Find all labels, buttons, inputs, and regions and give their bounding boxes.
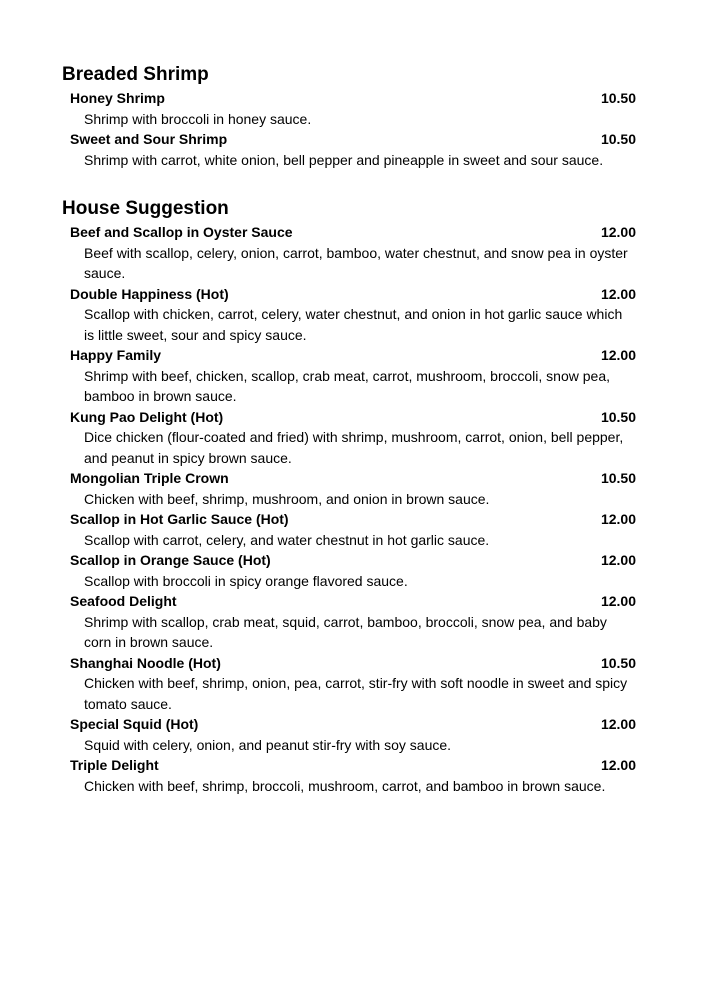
item-description: Shrimp with broccoli in honey sauce. <box>84 110 312 127</box>
item-description: Shrimp with scallop, crab meat, squid, carrot, bamboo, broccoli, snow pea, and baby corn in brown sauce. <box>84 613 607 650</box>
menu-item <box>62 468 636 509</box>
menu-item <box>62 591 636 653</box>
item-price: 12.00 <box>600 552 636 568</box>
menu-item <box>62 345 636 407</box>
item-description: Shrimp with beef, chicken, scallop, crab meat, carrot, mushroom, broccoli, snow pea, bamboo in brown sauce. <box>84 367 610 404</box>
item-price: 12.00 <box>600 224 636 240</box>
menu-item <box>62 755 636 796</box>
item-price: 10.50 <box>600 470 636 486</box>
menu-item <box>62 88 636 129</box>
menu-item <box>62 550 636 591</box>
menu-item <box>62 714 636 755</box>
item-price: 12.00 <box>600 716 636 732</box>
menu-item <box>62 284 636 346</box>
item-name: Triple Delight <box>70 757 159 773</box>
item-name: Honey Shrimp <box>70 90 165 106</box>
item-name: Scallop in Hot Garlic Sauce (Hot) <box>70 511 289 527</box>
item-name: Special Squid (Hot) <box>70 716 199 732</box>
item-name: Kung Pao Delight (Hot) <box>70 408 224 425</box>
item-price: 12.00 <box>600 593 636 609</box>
section-title: Breaded Shrimp <box>62 64 209 85</box>
item-name: Beef and Scallop in Oyster Sauce <box>70 224 293 240</box>
menu-item <box>62 653 636 715</box>
item-price: 12.00 <box>600 285 636 302</box>
item-name: Sweet and Sour Shrimp <box>70 131 228 147</box>
item-price: 12.00 <box>600 511 636 527</box>
menu-item <box>62 222 636 284</box>
item-description: Chicken with beef, shrimp, onion, pea, carrot, stir-fry with soft noodle in sweet and spicy tomato sauce. <box>84 675 628 712</box>
item-name: Seafood Delight <box>70 593 177 609</box>
item-name: Happy Family <box>70 347 162 363</box>
section-title: House Suggestion <box>62 198 229 219</box>
item-price: 10.50 <box>600 90 636 106</box>
item-description: Squid with celery, onion, and peanut stir-fry with soy sauce. <box>84 736 452 753</box>
item-description: Beef with scallop, celery, onion, carrot, bamboo, water chestnut, and snow pea in oyster sauce. <box>84 244 628 281</box>
item-description: Dice chicken (flour-coated and fried) with shrimp, mushroom, carrot, onion, bell pepper, and peanut in spicy brown sauce. <box>84 429 624 466</box>
menu-section-breaded-shrimp <box>62 62 636 170</box>
item-price: 12.00 <box>600 347 636 363</box>
menu-item <box>62 407 636 469</box>
item-name: Double Happiness (Hot) <box>70 285 229 302</box>
item-description: Shrimp with carrot, white onion, bell pepper and pineapple in sweet and sour sauce. <box>84 151 604 168</box>
item-price: 10.50 <box>600 408 636 425</box>
item-description: Chicken with beef, shrimp, mushroom, and onion in brown sauce. <box>84 490 490 507</box>
item-price: 12.00 <box>600 757 636 773</box>
item-description: Scallop with chicken, carrot, celery, water chestnut, and onion in hot garlic sauce which is little sweet, sour and spicy sauce. <box>84 306 623 343</box>
item-name: Mongolian Triple Crown <box>70 470 229 486</box>
menu-item <box>62 129 636 170</box>
menu-section-house-suggestion <box>62 196 636 796</box>
item-price: 10.50 <box>600 131 636 147</box>
menu-item <box>62 509 636 550</box>
item-description: Chicken with beef, shrimp, broccoli, mushroom, carrot, and bamboo in brown sauce. <box>84 777 606 794</box>
item-description: Scallop with broccoli in spicy orange flavored sauce. <box>84 572 408 589</box>
item-price: 10.50 <box>600 654 636 671</box>
item-description: Scallop with carrot, celery, and water chestnut in hot garlic sauce. <box>84 531 490 548</box>
item-name: Scallop in Orange Sauce (Hot) <box>70 552 271 568</box>
item-name: Shanghai Noodle (Hot) <box>70 654 221 671</box>
